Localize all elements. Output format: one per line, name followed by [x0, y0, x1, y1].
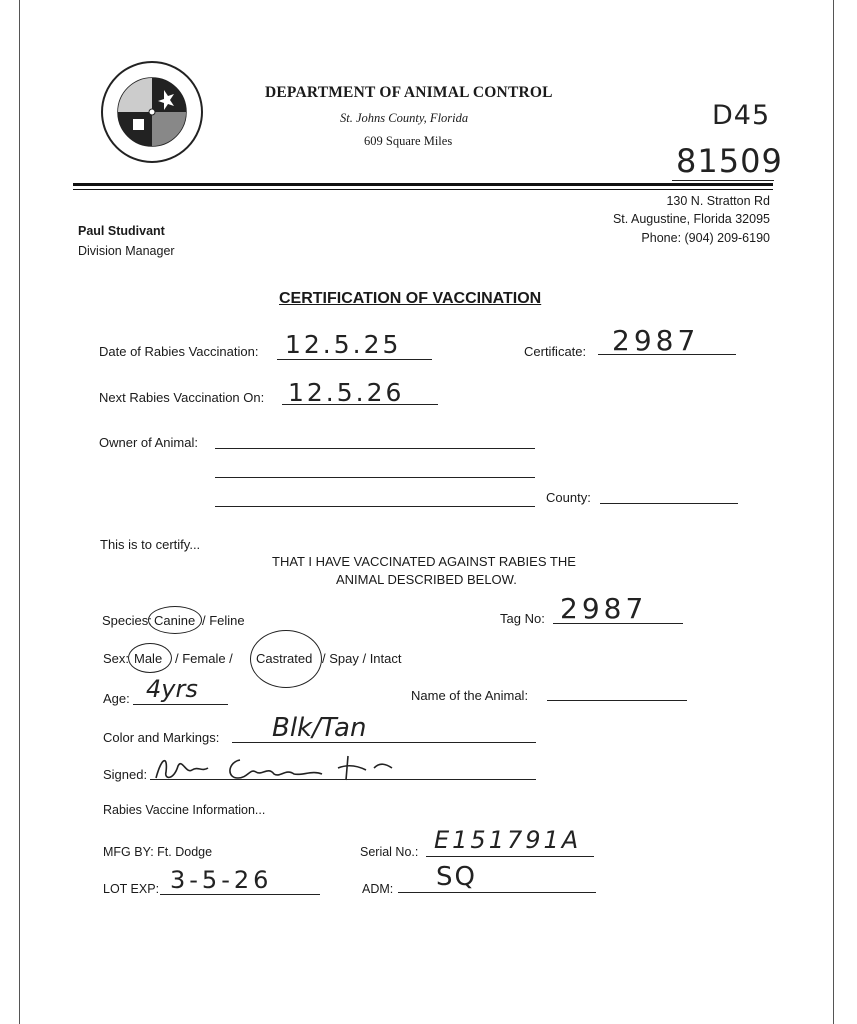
county-area: 609 Square Miles: [364, 134, 453, 148]
address-line-1: 130 N. Stratton Rd: [666, 194, 770, 208]
certify-line-1: THAT I HAVE VACCINATED AGAINST RABIES THE: [272, 554, 576, 569]
right-page-edge: [833, 0, 834, 1024]
sex-female: / Female /: [175, 651, 233, 666]
header-rule-thin: [73, 189, 773, 190]
county-name: St. Johns County, Florida: [340, 111, 469, 125]
tag-value[interactable]: 2987: [560, 592, 648, 625]
owner-line-1[interactable]: [215, 448, 535, 449]
certificate-value[interactable]: 2987: [612, 324, 700, 357]
name-label: Name of the Animal:: [411, 688, 529, 703]
lot-value[interactable]: 3-5-26: [170, 866, 273, 894]
county-label: County:: [546, 490, 591, 505]
name-line[interactable]: [547, 700, 687, 701]
color-label: Color and Markings:: [103, 730, 220, 745]
address-line-2: St. Augustine, Florida 32095: [612, 212, 770, 226]
manager-name: Paul Studivant: [78, 224, 165, 238]
age-label: Age:: [103, 691, 130, 706]
vaccine-info-heading: Rabies Vaccine Information...: [103, 803, 266, 817]
department-title: DEPARTMENT OF ANIMAL CONTROL: [265, 84, 553, 101]
sex-label: Sex:: [103, 651, 130, 666]
adm-value[interactable]: SQ: [436, 862, 477, 892]
manager-title: Division Manager: [78, 244, 175, 258]
species-label: Species:: [102, 613, 152, 628]
owner-label: Owner of Animal:: [99, 435, 198, 450]
signature-graphic: [152, 752, 452, 784]
next-value[interactable]: 12.5.26: [288, 378, 405, 407]
owner-line-3[interactable]: [215, 506, 535, 507]
species-canine: Canine: [154, 613, 196, 628]
certify-intro: This is to certify...: [100, 537, 201, 552]
form-title: CERTIFICATION OF VACCINATION: [279, 290, 542, 307]
county-seal: [100, 60, 204, 164]
next-label: Next Rabies Vaccination On:: [99, 390, 265, 405]
adm-label: ADM:: [362, 882, 394, 896]
serial-label: Serial No.:: [360, 845, 419, 859]
species-feline: / Feline: [202, 613, 245, 628]
age-value[interactable]: 4yrs: [146, 675, 198, 703]
header-rule: [73, 183, 773, 186]
age-line: [133, 704, 228, 705]
date-line: [277, 359, 432, 360]
canine-circle: [148, 606, 202, 634]
handwritten-code: D45: [712, 100, 771, 131]
manufacturer: MFG BY: Ft. Dodge: [103, 845, 213, 859]
certify-line-2: ANIMAL DESCRIBED BELOW.: [336, 572, 517, 587]
sex-castrated: Castrated: [256, 651, 313, 666]
serial-value[interactable]: E151791A: [434, 826, 582, 854]
serial-line: [426, 856, 594, 857]
phone-number: Phone: (904) 209-6190: [641, 231, 770, 245]
date-label: Date of Rabies Vaccination:: [99, 344, 259, 359]
seal-graphic: [100, 60, 204, 164]
castrated-circle: [250, 630, 322, 688]
owner-line-2[interactable]: [215, 477, 535, 478]
color-value[interactable]: Blk/Tan: [272, 713, 367, 743]
lot-label: LOT EXP:: [103, 882, 160, 896]
number-underline: [672, 180, 774, 181]
date-value[interactable]: 12.5.25: [285, 330, 402, 359]
adm-line: [398, 892, 596, 893]
lot-line: [160, 894, 320, 895]
certificate-label: Certificate:: [524, 344, 587, 359]
handwritten-number: 81509: [676, 142, 783, 180]
county-line[interactable]: [600, 503, 738, 504]
signed-label: Signed:: [103, 767, 148, 782]
sex-rest: / Spay / Intact: [322, 651, 402, 666]
male-circle: [128, 643, 172, 673]
sex-male: Male: [134, 651, 163, 666]
tag-label: Tag No:: [500, 611, 545, 626]
left-page-edge: [19, 0, 20, 1024]
